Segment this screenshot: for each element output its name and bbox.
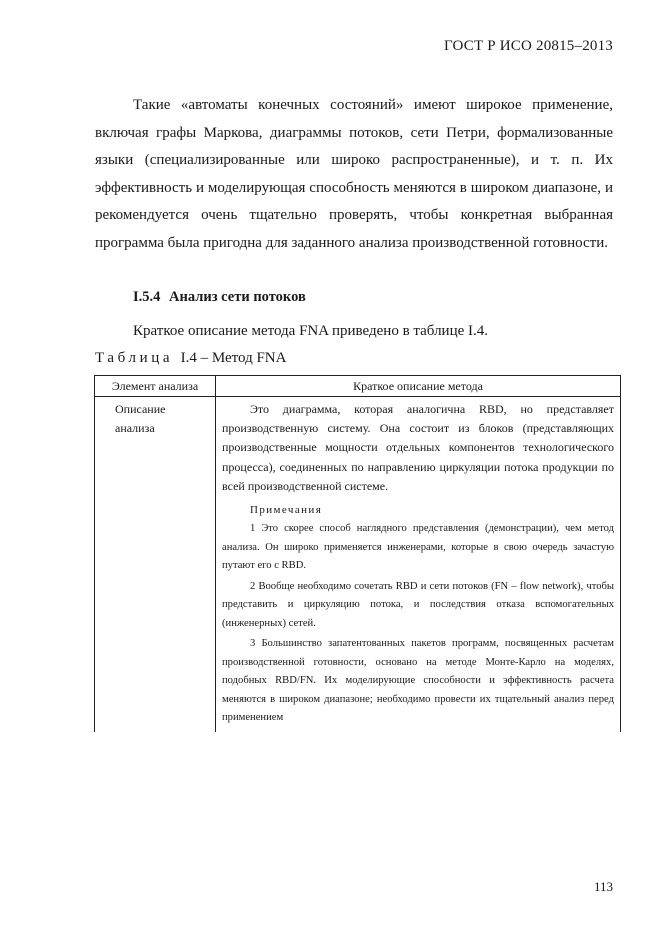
table-caption-word: Таблица [95,350,174,366]
table-caption-rest: I.4 – Метод FNA [180,350,287,366]
column-header-description: Краткое описание метода [216,376,621,397]
section-intro: Краткое описание метода FNA приведено в таблице I.4. [133,323,489,339]
element-cell: Описание анализа [95,397,216,732]
document-header: ГОСТ Р ИСО 20815–2013 [444,38,613,54]
table-header-row [95,376,621,397]
method-table [94,375,621,732]
section-number: I.5.4 [133,289,161,305]
description-cell [216,397,621,732]
table-row [95,397,621,732]
section-title-text: Анализ сети потоков [169,289,306,305]
page-number: 113 [593,879,613,894]
note-3: 3 Большинство запатентованных пакетов программ, посвященных расчетам производственной готовности, основано на методе Монте-Карло на моделях, подобных RBD/FN. Их моделирующие способности и эффективность расчета меняются в широком диапазоне; необходимо провести их тщательный анализ перед применением [222,638,614,724]
notes-title: Примечания [250,504,323,517]
note-2: 2 Вообще необходимо сочетать RBD и сети потоков (FN – flow network), чтобы представить и циркуляцию потока, и последствия отказа вспомогательных (инженерных) сетей. [222,580,614,629]
intro-paragraph: Такие «автоматы конечных состояний» имеют широкое применение, включая графы Маркова, диаграммы потоков, сети Петри, формализованные языки (специализированные или широко распространенные), и т. п. Их эффективность и моделирующая способность меняются в широком диапазоне, и рекомендуется очень тщательно проверять, чтобы конкретная выбранная программа была пригодна для заданного анализа производственной готовности. [95,97,613,251]
table-caption [95,350,286,367]
column-header-element: Элемент анализа [95,376,216,397]
method-description: Это диаграмма, которая аналогична RBD, но представляет производственную систему. Она состоит из блоков (представляющих производственные мощности отдельных компонентов технологического процесса), соединенных по направлению циркуляции потока продукции по всей производственной системе. [222,402,614,493]
note-1: 1 Это скорее способ наглядного представления (демонстрации), чем метод анализа. Он широко применяется инженерами, которые в свою очередь зачастую путают его с RBD. [222,523,614,572]
section-heading [133,289,306,306]
